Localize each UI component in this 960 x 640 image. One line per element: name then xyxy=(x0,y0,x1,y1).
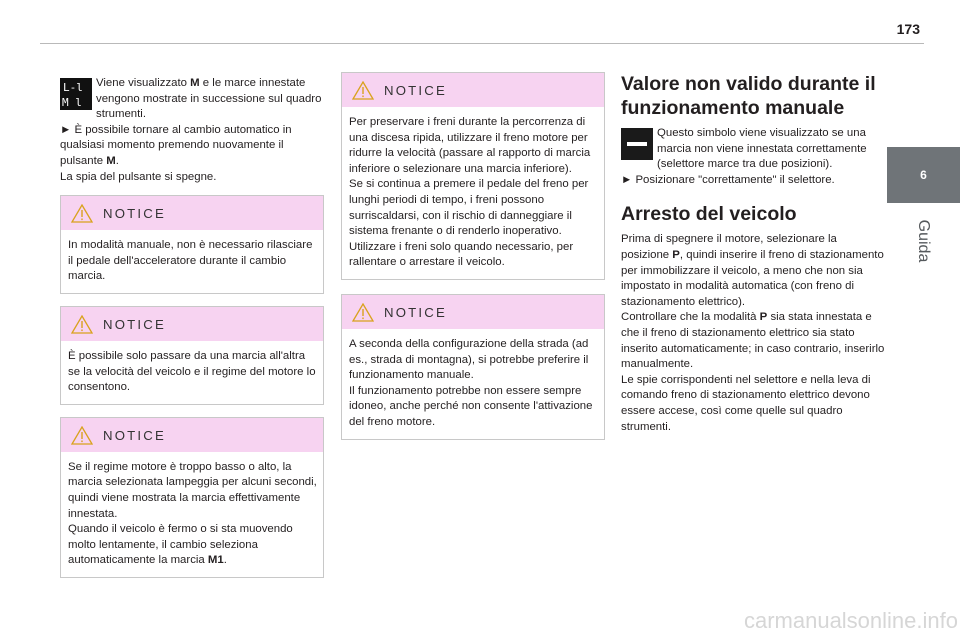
notice-text: Se si continua a premere il pedale del freno per lunghi periodi di tempo, i freni possono surriscaldarsi, con il rischio di danneggiare il sistema frenante o di renderlo inoperativo. xyxy=(349,178,589,238)
svg-text:M l: M l xyxy=(62,96,82,109)
svg-text:L-l: L-l xyxy=(63,81,83,94)
page-number: 173 xyxy=(896,21,920,37)
column-3 xyxy=(621,72,885,435)
notice-title: NOTICE xyxy=(384,304,448,320)
warning-triangle-icon xyxy=(71,426,93,445)
notice-body xyxy=(342,329,604,439)
notice-header xyxy=(61,307,323,341)
column-1 xyxy=(60,76,324,590)
notice-header xyxy=(61,196,323,230)
notice-body xyxy=(342,107,604,279)
chapter-label-text: Guida xyxy=(915,219,932,263)
notice-text: È possibile solo passare da una marcia all'altra se la velocità del veicolo e il regime del motore lo consentono. xyxy=(68,349,316,394)
notice-text: Se il regime motore è troppo basso o alto, la marcia selezionata lampeggia per alcuni secondi, quindi viene mostrata la marcia effettivamente innestata. xyxy=(68,460,317,520)
invalid-value-instruction: ► Posizionare "correttamente" il selettore. xyxy=(621,173,835,186)
notice-text: Utilizzare i freni solo quando necessario, per rallentare o arrestare il veicolo. xyxy=(349,240,574,269)
section-heading-invalid-value: Valore non valido durante il funzionamento manuale xyxy=(621,73,876,119)
warning-triangle-icon xyxy=(71,315,93,334)
chapter-label xyxy=(893,212,953,272)
notice-header xyxy=(342,73,604,107)
notice-body xyxy=(61,452,323,577)
notice-box xyxy=(341,72,605,280)
chapter-tab[interactable]: 6 xyxy=(887,147,960,203)
notice-text: Il funzionamento potrebbe non essere sempre idoneo, anche perché non consente l'attivazione del freno motore. xyxy=(349,384,593,428)
intro-paragraph-1: Viene visualizzato M e le marce innestate vengono mostrate in successione sul quadro strumenti. xyxy=(96,77,322,121)
notice-text: A seconda della configurazione della strada (ad es., strada di montagna), si potrebbe preferire il funzionamento manuale. xyxy=(349,337,589,382)
warning-triangle-icon xyxy=(71,204,93,223)
notice-header xyxy=(61,418,323,452)
notice-box xyxy=(341,294,605,440)
warning-triangle-icon xyxy=(352,303,374,322)
intro-paragraph-2: ► È possibile tornare al cambio automatico in qualsiasi momento premendo nuovamente il pulsante M. xyxy=(60,123,292,167)
column-2 xyxy=(341,72,605,452)
stopping-paragraph-1: Prima di spegnere il motore, selezionare la posizione P, quindi inserire il freno di stazionamento per immobilizzare il veicolo, a meno che non sia impostato in modalità automatica (con freno di stazionamento elettrico). xyxy=(621,233,884,308)
gear-indicator-icon xyxy=(60,78,92,110)
section-heading-stopping: Arresto del veicolo xyxy=(621,203,797,226)
invalid-value-paragraph: Questo simbolo viene visualizzato se una marcia non viene innestata correttamente (selettore marce tra due posizioni). xyxy=(657,127,867,171)
stopping-paragraph-2: Controllare che la modalità P sia stata innestata e che il freno di stazionamento elettrico sia stato inserito automaticamente; in caso contrario, inserirlo manualmente. xyxy=(621,311,885,371)
intro-paragraph-3: La spia del pulsante si spegne. xyxy=(60,170,217,183)
warning-triangle-icon xyxy=(352,81,374,100)
header-rule xyxy=(40,43,924,44)
notice-title: NOTICE xyxy=(103,316,167,332)
stopping-paragraph-3: Le spie corrispondenti nel selettore e nella leva di comando freno di stazionamento elettrico devono essere accese, così come quelle sul quadro strumenti. xyxy=(621,373,871,433)
notice-title: NOTICE xyxy=(103,427,167,443)
notice-text: Per preservare i freni durante la percorrenza di una discesa ripida, utilizzare il freno motore per ridurre la velocità (passare al rapporto di marcia inferiore o selezionare una marcia inferiore). xyxy=(349,116,591,175)
notice-box xyxy=(60,417,324,578)
notice-box xyxy=(60,195,324,294)
notice-text: In modalità manuale, non è necessario rilasciare il pedale dell'acceleratore durante il cambio marcia. xyxy=(68,239,313,283)
notice-title: NOTICE xyxy=(384,83,448,98)
notice-text: Quando il veicolo è fermo o si sta muovendo molto lentamente, il cambio seleziona automaticamente la marcia M1. xyxy=(68,523,293,567)
notice-header xyxy=(342,295,604,329)
notice-box xyxy=(60,306,324,405)
invalid-gear-icon xyxy=(621,128,653,160)
watermark: carmanualsonline.info xyxy=(743,608,958,633)
notice-title: NOTICE xyxy=(103,206,167,222)
